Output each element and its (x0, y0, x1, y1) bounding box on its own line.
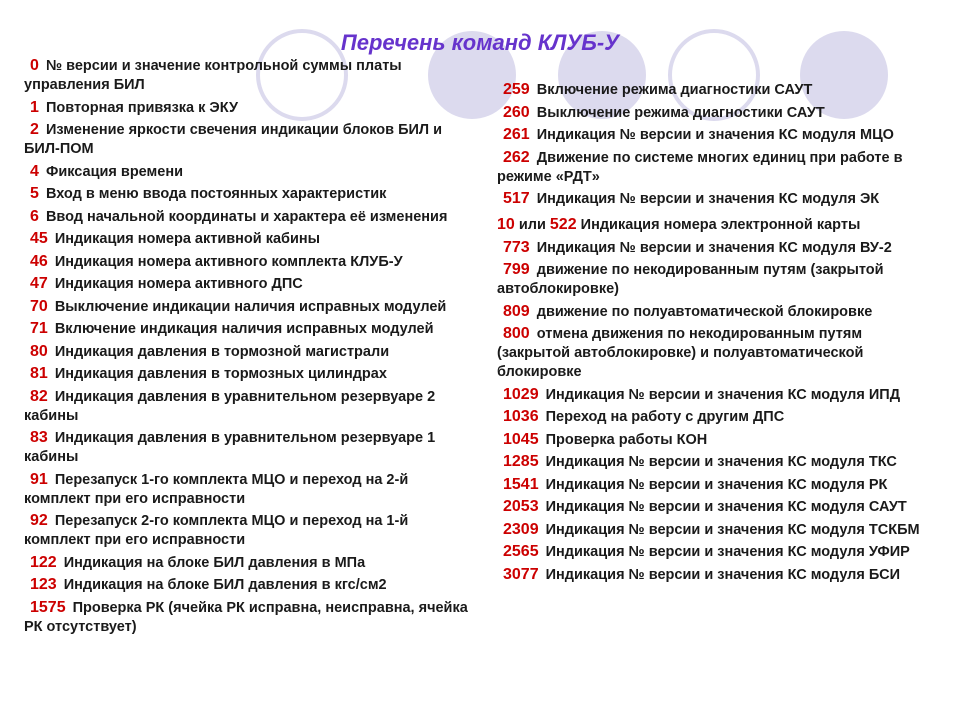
command-text: Индикация № версии и значения КС модуля ИПД (545, 386, 901, 403)
command-text: Повторная привязка к ЭКУ (45, 99, 238, 116)
command-number: 4 (30, 162, 39, 180)
command-text: Перезапуск 1-го комплекта МЦО и переход на 2-й комплект при его исправности (24, 471, 409, 507)
command-text: Индикация давления в уравнительном резервуаре 1 кабины (24, 430, 436, 465)
command-number: 2 (30, 121, 39, 138)
command-item (24, 56, 474, 95)
command-item (24, 575, 474, 595)
command-item (497, 452, 937, 472)
command-text: Индикация номера электронной карты (580, 217, 861, 233)
command-number: 809 (503, 302, 530, 320)
command-text: Вход в меню ввода постоянных характеристик (45, 186, 387, 202)
command-number: 123 (30, 576, 57, 593)
command-item (24, 553, 474, 573)
command-text: Проверка работы КОН (545, 431, 708, 448)
command-item (24, 387, 474, 426)
command-text: отмена движения по некодированным путям (закрытой автоблокировке) и полуавтоматической блокировке (497, 326, 864, 380)
command-item (24, 511, 474, 550)
command-text: движение по некодированным путям (закрытой автоблокировке) (497, 262, 884, 297)
command-text: Выключение режима диагностики САУТ (536, 104, 825, 121)
page-title: Перечень команд КЛУБ-У (340, 30, 620, 55)
command-text: Индикация № версии и значения КС модуля БСИ (545, 566, 901, 583)
command-item (24, 598, 474, 637)
command-text: движение по полуавтоматической блокировке (536, 303, 873, 320)
command-text: Индикация № версии и значения КС модуля РК (545, 476, 888, 493)
command-item (497, 475, 937, 495)
command-number: 92 (30, 512, 48, 529)
command-item (24, 428, 474, 467)
command-number: 260 (503, 103, 530, 121)
command-item (24, 297, 474, 317)
command-number: 0 (30, 57, 39, 74)
command-text: Индикация № версии и значения КС модуля УФИР (545, 544, 910, 560)
command-number: 47 (30, 275, 48, 292)
command-number: 10 (497, 216, 515, 233)
command-text: Переход на работу с другим ДПС (545, 409, 785, 425)
command-number: 122 (30, 553, 57, 571)
command-number: 6 (30, 207, 39, 225)
command-text: Индикация № версии и значения КС модуля ВУ-2 (536, 239, 892, 256)
command-item (497, 80, 937, 100)
command-item (24, 207, 474, 227)
right-command-list (497, 80, 937, 587)
command-number: 517 (503, 190, 530, 207)
command-text: Индикация номера активного ДПС (54, 276, 303, 292)
command-number: 262 (503, 148, 530, 166)
command-number: 5 (30, 185, 39, 202)
command-item (24, 229, 474, 249)
command-text: Движение по системе многих единиц при работе в режиме «РДТ» (497, 149, 903, 185)
command-text: Перезапуск 2-го комплекта МЦО и переход на 1-й комплект при его исправности (24, 513, 409, 548)
command-item (24, 470, 474, 509)
command-number: 261 (503, 126, 530, 143)
command-number: 2565 (503, 543, 539, 560)
command-text: Индикация на блоке БИЛ давления в кгс/см2 (63, 577, 387, 593)
command-item (24, 120, 474, 159)
right-command-list-part-b (497, 238, 937, 585)
command-connector: или (518, 217, 546, 233)
command-number: 70 (30, 297, 48, 315)
command-item (497, 565, 937, 585)
command-text: Индикация давления в тормозных цилиндрах (54, 366, 387, 382)
command-text: Индикация № версии и значения КС модуля МЦО (536, 127, 894, 143)
command-text: Включение режима диагностики САУТ (536, 82, 813, 98)
command-item (497, 302, 937, 322)
command-item (497, 430, 937, 450)
command-number: 45 (30, 230, 48, 247)
command-number: 800 (503, 325, 530, 342)
command-item-electronic-map (497, 215, 937, 235)
command-item (24, 252, 474, 272)
command-item (497, 497, 937, 517)
command-number: 522 (549, 216, 577, 233)
command-text: Индикация на блоке БИЛ давления в МПа (63, 554, 366, 571)
command-item (24, 184, 474, 204)
command-text: Индикация номера активного комплекта КЛУБ-У (54, 253, 403, 270)
command-text: Индикация № версии и значения КС модуля ТСКБМ (545, 521, 920, 538)
command-item (24, 274, 474, 294)
command-item (497, 324, 937, 382)
command-number: 1029 (503, 385, 539, 403)
command-text: Индикация давления в тормозной магистрали (54, 343, 390, 360)
command-number: 1575 (30, 598, 66, 616)
command-number: 2309 (503, 520, 539, 538)
command-number: 91 (30, 470, 48, 488)
command-text: Индикация № версии и значения КС модуля САУТ (545, 499, 907, 515)
command-item (497, 520, 937, 540)
command-item (24, 364, 474, 384)
command-number: 1036 (503, 408, 539, 425)
command-item (497, 125, 937, 145)
command-text: Индикация № версии и значения КС модуля ТКС (545, 454, 897, 470)
command-item (497, 148, 937, 187)
command-item (497, 407, 937, 427)
command-item (497, 542, 937, 562)
command-item (497, 103, 937, 123)
command-item (497, 260, 937, 299)
command-item (497, 189, 937, 209)
command-number: 1 (30, 98, 39, 116)
command-item (24, 98, 474, 118)
command-item (497, 238, 937, 258)
command-text: Проверка РК (ячейка РК исправна, неисправна, ячейка РК отсутствует) (24, 599, 468, 635)
command-text: Фиксация времени (45, 163, 184, 180)
command-number: 1045 (503, 430, 539, 448)
command-number: 799 (503, 261, 530, 278)
command-number: 1541 (503, 475, 539, 493)
right-command-list-part-a (497, 80, 937, 209)
command-text: Индикация номера активной кабины (54, 231, 321, 247)
command-number: 1285 (503, 453, 539, 470)
command-text: Ввод начальной координаты и характера её изменения (45, 208, 448, 225)
command-number: 82 (30, 387, 48, 405)
command-number: 3077 (503, 565, 539, 583)
command-number: 2053 (503, 498, 539, 515)
command-text: Выключение индикации наличия исправных модулей (54, 298, 447, 315)
command-text: Индикация № версии и значения КС модуля ЭК (536, 191, 880, 207)
command-number: 83 (30, 429, 48, 446)
command-item (24, 319, 474, 339)
command-number: 259 (503, 81, 530, 98)
command-item (497, 385, 937, 405)
left-command-list (24, 56, 474, 639)
command-text: Индикация давления в уравнительном резервуаре 2 кабины (24, 388, 436, 424)
command-number: 81 (30, 365, 48, 382)
command-text: Включение индикация наличия исправных модулей (54, 321, 434, 337)
command-number: 773 (503, 238, 530, 256)
command-text: Изменение яркости свечения индикации блоков БИЛ и БИЛ-ПОМ (24, 122, 443, 157)
command-item (24, 162, 474, 182)
command-number: 71 (30, 320, 48, 337)
command-text: № версии и значение контрольной суммы платы управления БИЛ (24, 58, 402, 93)
command-number: 46 (30, 252, 48, 270)
command-item (24, 342, 474, 362)
command-number: 80 (30, 342, 48, 360)
